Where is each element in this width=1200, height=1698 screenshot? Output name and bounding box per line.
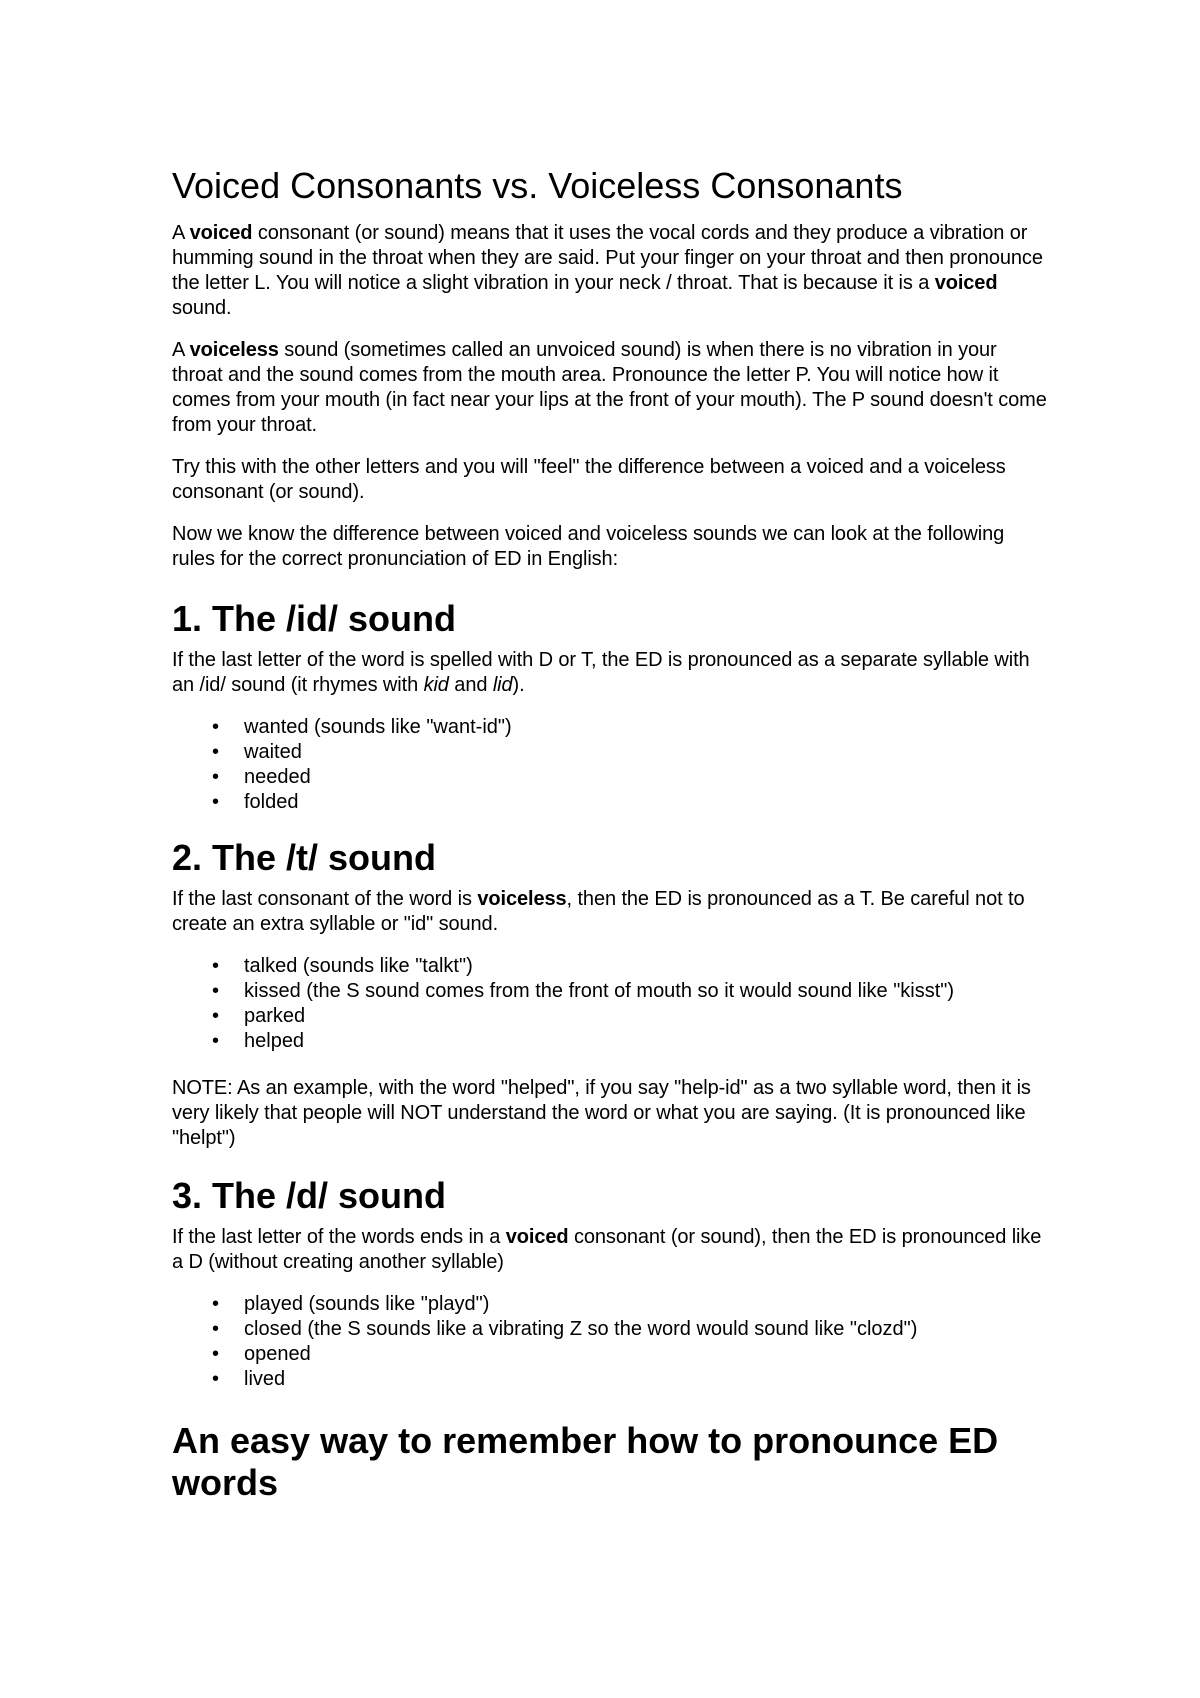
document-page [172, 165, 1052, 1512]
bullet-icon: • [212, 716, 220, 738]
intro-paragraph-voiced: A voiced consonant (or sound) means that it uses the vocal cords and they produce a vibration or humming sound in the throat when they are said. Put your finger on your throat and then pronounce the letter L. You will notice a slight vibration in your neck / throat. That is because it is a voiced sound. [172, 222, 1043, 319]
note-paragraph: NOTE: As an example, with the word "helped", if you say "help-id" as a two syllable word, then it is very likely that people will NOT understand the word or what you are saying. (It is pronounced like "helpt") [172, 1077, 1031, 1149]
bullet-icon: • [212, 1293, 220, 1315]
bullet-icon: • [212, 1318, 220, 1340]
bullet-icon: • [212, 741, 220, 763]
bullet-icon: • [212, 1030, 220, 1052]
example-list-d-sound [172, 1292, 1052, 1392]
bullet-icon: • [212, 955, 220, 977]
bullet-icon: • [212, 1343, 220, 1365]
list-item: • closed (the S sounds like a vibrating Z so the word would sound like "clozd") [212, 1318, 918, 1340]
list-item: • waited [212, 741, 302, 763]
italic-term: kid [423, 674, 449, 696]
intro-paragraph-rules: Now we know the difference between voiced and voiceless sounds we can look at the following rules for the correct pronunciation of ED in English: [172, 523, 1005, 570]
list-item: • kissed (the S sound comes from the front of mouth so it would sound like "kisst") [212, 980, 955, 1002]
bold-term-voiceless: voiceless [189, 339, 279, 361]
bullet-icon: • [212, 791, 220, 813]
list-item: • helped [212, 1030, 305, 1052]
bold-term-voiced: voiced [934, 272, 998, 294]
list-item: • folded [212, 791, 299, 813]
section-heading-id-sound: 1. The /id/ sound [172, 598, 457, 639]
section-heading-easy-way: An easy way to remember how to pronounce ED words [172, 1420, 999, 1503]
section-paragraph-d-sound: If the last letter of the words ends in a voiced consonant (or sound), then the ED is pronounced like a D (without creating another syllable) [172, 1226, 1042, 1273]
list-item: • lived [212, 1368, 286, 1390]
bullet-icon: • [212, 1005, 220, 1027]
bold-term-voiceless: voiceless [477, 888, 567, 910]
list-item: • talked (sounds like "talkt") [212, 955, 473, 977]
section-paragraph-id-sound: If the last letter of the word is spelled with D or T, the ED is pronounced as a separate syllable with an /id/ sound (it rhymes with kid and lid). [172, 649, 1030, 696]
section-paragraph-t-sound: If the last consonant of the word is voiceless, then the ED is pronounced as a T. Be careful not to create an extra syllable or "id" sound. [172, 888, 1025, 935]
example-list-id-sound [172, 715, 1052, 815]
italic-term: lid [492, 674, 513, 696]
example-list-t-sound [172, 954, 1052, 1054]
list-item: • needed [212, 766, 311, 788]
bullet-icon: • [212, 1368, 220, 1390]
list-item: • played (sounds like "playd") [212, 1293, 490, 1315]
bold-term-voiced: voiced [189, 222, 253, 244]
list-item: • parked [212, 1005, 306, 1027]
section-heading-t-sound: 2. The /t/ sound [172, 837, 437, 878]
bullet-icon: • [212, 980, 220, 1002]
section-heading-d-sound: 3. The /d/ sound [172, 1175, 447, 1216]
bullet-icon: • [212, 766, 220, 788]
list-item: • opened [212, 1343, 311, 1365]
page-title: Voiced Consonants vs. Voiceless Consonants [172, 165, 903, 206]
list-item: • wanted (sounds like "want-id") [212, 716, 512, 738]
intro-paragraph-voiceless: A voiceless sound (sometimes called an unvoiced sound) is when there is no vibration in your throat and the sound comes from the mouth area. Pronounce the letter P. You will notice how it comes from your mouth (in fact near your lips at the front of your mouth). The P sound doesn't come from your throat. [172, 339, 1047, 436]
intro-paragraph-try: Try this with the other letters and you will "feel" the difference between a voiced and a voiceless consonant (or sound). [172, 456, 1006, 503]
bold-term-voiced: voiced [505, 1226, 569, 1248]
